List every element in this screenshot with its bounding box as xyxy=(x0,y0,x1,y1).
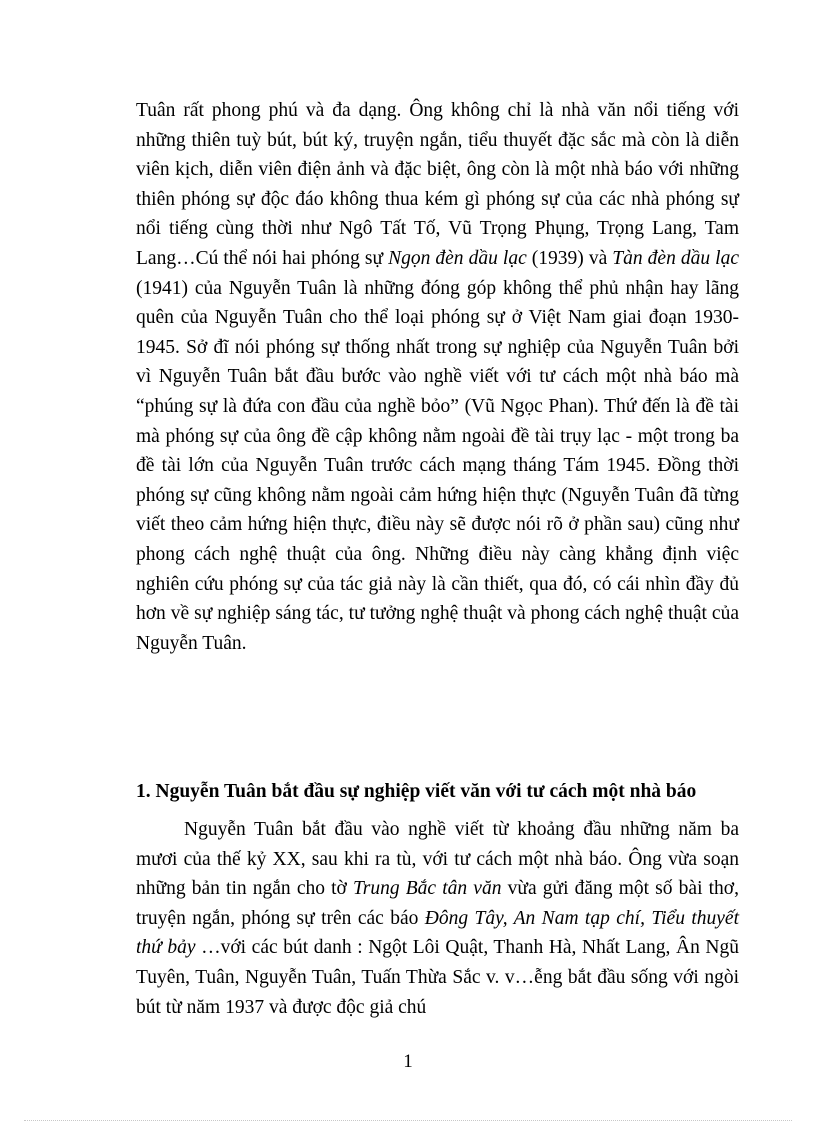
paragraph-text: Nguyễn Tuân bắt đầu vào nghề viết từ khoảng đầu những năm ba mươi của thế kỷ XX, sau khi ra tù, với tư cách một nhà báo. Ông vừa soạn những bản tin ngắn cho tờ xyxy=(136,819,739,900)
paragraph-text: …với các bút danh : Ngột Lôi Quật, Thanh Hà, Nhất Lang, Ân Ngũ Tuyên, Tuân, Nguyễn Tuân, Tuấn Thừa Sắc v. v…ễng bắt đầu sống với ngòi bút từ năm 1937 và được độc giả chú xyxy=(136,937,739,1018)
paragraph-text: (1939) và xyxy=(526,247,613,269)
document-page xyxy=(136,96,739,658)
paragraph-text: (1941) của Nguyễn Tuân là những đóng góp không thể phủ nhận hay lãng quên của Nguyễn Tuân cho thể loại phóng sự ở Việt Nam giai đoạn 1930-1945. Sở đĩ nói phóng sự thống nhất trong sự nghiệp của Nguyễn Tuân bởi vì Nguyễn Tuân bắt đầu bước vào nghề viết với tư cách một nhà báo mà “phúng sự là đứa con đầu của nghề bỏo” (Vũ Ngọc Phan). Thứ đến là đề tài mà phóng sự của ông đề cập không nằm ngoài đề tài trụy lạc - một trong ba đề tài lớn của Nguyễn Tuân trước cách mạng tháng Tám 1945. Đồng thời phóng sự cũng không nằm ngoài cảm hứng hiện thực (Nguyễn Tuân đã từng viết theo cảm hứng hiện thực, điều này sẽ được nói rõ ở phần sau) cũng như phong cách nghệ thuật của ông. Những điều này càng khẳng định việc nghiên cứu phóng sự của tác giả này là cần thiết, qua đó, có cái nhìn đầy đủ hơn về sự nghiệp sáng tác, tư tưởng nghệ thuật và phong cách nghệ thuật của Nguyễn Tuân. xyxy=(136,277,739,654)
body-paragraph xyxy=(136,96,739,658)
page-bottom-divider xyxy=(24,1120,792,1121)
section-heading: 1. Nguyễn Tuân bắt đầu sự nghiệp viết văn với tư cách một nhà báo xyxy=(136,781,697,802)
paragraph-text: vừa gửi đăng một số bài thơ, truyện ngắn, phóng sự trên các báo xyxy=(136,878,739,929)
work-title: Tàn đèn dầu lạc xyxy=(612,247,740,269)
page-number: 1 xyxy=(403,1051,413,1072)
newspaper-title: Đông Tây, An Nam tạp chí, Tiểu thuyết thứ bảy xyxy=(136,907,739,959)
paragraph-text: Tuân rất phong phú và đa dạng. Ông không chỉ là nhà văn nổi tiếng với những thiên tuỳ bút, bút ký, truyện ngắn, tiểu thuyết đặc sắc mà còn là diễn viên kịch, diễn viên điện ảnh và đặc biệt, ông còn là một nhà báo với những thiên phóng sự độc đáo không thua kém gì phóng sự của các nhà phóng sự nổi tiếng cùng thời như Ngô Tất Tố, Vũ Trọng Phụng, Trọng Lang, Tam Lang…Cú thể nói hai phóng sự xyxy=(136,100,739,269)
newspaper-title: Trung Bắc tân văn xyxy=(353,878,502,900)
work-title: Ngọn đèn dầu lạc xyxy=(388,247,527,269)
body-paragraph xyxy=(136,815,739,1022)
